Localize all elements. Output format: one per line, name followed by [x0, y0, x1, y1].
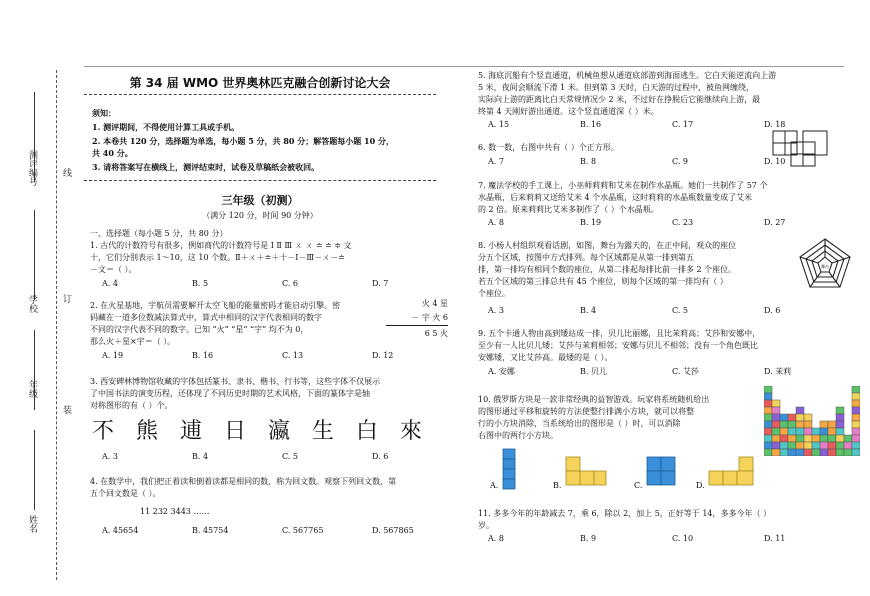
q2-line-2: 码藏在一道多位数减法算式中，算式中相同的汉字代表相同的数字 [90, 313, 322, 322]
q1-option-a[interactable]: A. 4 [102, 279, 118, 288]
tetris-cell [772, 414, 780, 421]
tetris-cell [764, 393, 772, 400]
tetris-cell [796, 428, 804, 435]
tetris-cell [764, 414, 772, 421]
q3-option-b[interactable]: B. 4 [192, 452, 209, 461]
q11-option-c[interactable]: C. 10 [672, 534, 694, 543]
tetris-cell [772, 428, 780, 435]
q5-line-1: 5. 海底沉船有个竖直通道，机械鱼想从通道底部游到海面逃生。它白天能逆流向上游 [478, 71, 777, 80]
q3-seal-characters [92, 414, 422, 445]
q9-option-c[interactable]: C. 艾莎 [672, 367, 699, 376]
q7-option-a[interactable]: A. 8 [488, 218, 504, 227]
q1-line-1: 1. 古代的计数符号有很多，例如商代的计数符号是 Ⅰ Ⅱ Ⅲ ㄨ ㄨ ≐ ≐ ≑ ⽂ [90, 241, 352, 250]
tetris-cell [764, 428, 772, 435]
binding-label-grade: 年级 [27, 380, 37, 398]
tetris-cell [804, 421, 812, 428]
tetris-cell [820, 442, 828, 449]
q4-sequence: 11 232 3443 …… [140, 507, 210, 516]
q10-tetris-board [764, 386, 860, 456]
score-time: （满分 120 分，时间 90 分钟） [202, 211, 318, 220]
tetris-cell [772, 407, 780, 414]
tetris-cell [796, 421, 804, 428]
top-rule [84, 66, 844, 67]
q1-option-b[interactable]: B. 5 [192, 279, 209, 288]
tetris-cell [764, 449, 772, 456]
q2-line-4: 那么火＋星×宇＝（ ）。 [90, 337, 176, 346]
q2-line-3: 不同的汉字代表不同的数字。已知 “火” “星” “宇” 均不为 0， [90, 325, 309, 334]
tetris-cell [788, 421, 796, 428]
q4-line-2: 五个回文数是（ ）。 [90, 489, 161, 498]
seal-char-5: 瀛 [267, 419, 290, 444]
q8-options [488, 306, 814, 315]
q3-option-a[interactable]: A. 3 [102, 452, 118, 461]
q9-line-3: 安娜矮，又比艾莎高。最矮的是（ ）。 [478, 353, 613, 362]
tetris-cell [780, 449, 788, 456]
q5-option-b[interactable]: B. 16 [580, 120, 602, 129]
tetris-cell [780, 442, 788, 449]
q3-line-1: 3. 西安碑林博物馆收藏的字体包括篆书、隶书、楷书、行书等，这些字体不仅展示 [90, 377, 381, 386]
tetris-cell [852, 421, 860, 428]
q9-option-b[interactable]: B. 贝儿 [580, 367, 607, 376]
q7-line-3: 的 2 倍。原来莉莉比艾米多制作了（ ）个水晶瓶。 [478, 205, 659, 214]
q8-option-c[interactable]: C. 5 [672, 306, 689, 315]
q8-option-a[interactable]: A. 3 [488, 306, 504, 315]
tetris-cell [804, 435, 812, 442]
tetris-cell [828, 428, 836, 435]
q8-line-2: 分五个区域，按图中方式排列。每个区域都是从第一排到第五 [478, 253, 694, 262]
tetris-cell [852, 407, 860, 414]
tetris-cell [788, 442, 796, 449]
binding-label-school: 学校 [27, 295, 37, 313]
tetris-cell [772, 421, 780, 428]
q5-line-4: 终第 4 天刚好游出通道。这个竖直通道深（ ）米。 [478, 107, 659, 116]
tetris-cell [764, 435, 772, 442]
binding-rule-2 [34, 210, 35, 300]
q5-option-a[interactable]: A. 15 [488, 120, 510, 129]
tetris-cell [764, 421, 772, 428]
binding-rule-4 [34, 430, 35, 510]
q6-options [488, 157, 814, 166]
q11-option-b[interactable]: B. 9 [580, 534, 597, 543]
q6-option-a[interactable]: A. 7 [488, 157, 504, 166]
q2-option-b[interactable]: B. 16 [192, 351, 214, 360]
binding-rule-3 [34, 330, 35, 410]
binding-label-name: 姓名 [27, 515, 37, 533]
q8-line-5: 个座位。 [478, 289, 510, 298]
tetris-cell [852, 435, 860, 442]
q5-option-d[interactable]: D. 18 [764, 120, 786, 129]
q8-line-1: 8. 小杨人村组织观看话剧，如图，舞台为露天的，在正中间，观众的座位 [478, 241, 737, 250]
tetris-cell [852, 442, 860, 449]
q11-option-d[interactable]: D. 11 [764, 534, 786, 543]
tetris-cell [852, 449, 860, 456]
tetris-cell [796, 449, 804, 456]
binding-dashed-line [56, 70, 57, 580]
seal-char-3: 逋 [179, 419, 202, 444]
seal-char-6: 生 [311, 419, 334, 444]
q10-option-b[interactable]: B. [553, 481, 562, 490]
exam-title: 第 34 届 WMO 世界奥林匹克融合创新讨论大会 [129, 76, 391, 90]
tetris-cell [780, 428, 788, 435]
tetris-cell [828, 421, 836, 428]
q5-option-c[interactable]: C. 17 [672, 120, 694, 129]
q11-option-a[interactable]: A. 8 [488, 534, 504, 543]
q10-option-a-shape[interactable] [502, 448, 516, 490]
tetris-cell [844, 442, 852, 449]
q10-option-d-shape[interactable] [708, 456, 754, 486]
q7-option-b[interactable]: B. 19 [580, 218, 602, 227]
tetris-cell [844, 449, 852, 456]
grade-title: 三年级（初测） [221, 194, 299, 207]
q2-option-a[interactable]: A. 19 [102, 351, 124, 360]
tetris-cell [828, 449, 836, 456]
tetris-cell [772, 400, 780, 407]
q3-option-c[interactable]: C. 5 [282, 452, 299, 461]
tetris-cell [804, 414, 812, 421]
notice-2: 2. 本卷共 120 分，选择题为单选，每小题 5 分，共 80 分；解答题每小题 10 分， [92, 136, 394, 146]
notice-2b: 共 40 分。 [92, 148, 133, 158]
tetris-cell [852, 400, 860, 407]
tetris-cell [796, 442, 804, 449]
tetris-cell [836, 435, 844, 442]
q8-stage-label: 舞台 [821, 264, 829, 269]
q9-option-d[interactable]: D. 茉莉 [764, 367, 792, 376]
q7-option-d[interactable]: D. 27 [764, 218, 786, 227]
q7-line-1: 7. 魔法学校的手工课上，小巫师莉莉和艾米在制作水晶瓶。她们一共制作了 57 个 [478, 181, 768, 190]
tetris-cell [772, 449, 780, 456]
q9-options [488, 366, 814, 377]
q1-options [102, 279, 432, 288]
q11-options [488, 534, 814, 543]
notice-3: 3. 请将答案写在横线上，测评结束时，试卷及草稿纸会被收回。 [92, 162, 320, 172]
q10-option-d[interactable]: D. [696, 481, 705, 490]
tetris-cell [820, 428, 828, 435]
binding-label-line: 线 [61, 168, 71, 177]
tetris-cell [836, 428, 844, 435]
q6-option-c[interactable]: C. 9 [672, 157, 689, 166]
q3-line-2: 了中国书法的演变历程，还体现了不同历史时期的艺术风格，下面的篆体字是轴 [90, 389, 370, 398]
tetris-cell [852, 393, 860, 400]
q4-options [102, 526, 442, 535]
q1-line-3: －⽂＝（ ）。 [90, 265, 137, 274]
tetris-cell [812, 449, 820, 456]
tetris-cell [788, 449, 796, 456]
q5-line-3: 实际向上游的距离比白天常规情况少 2 米，不过好在挣脱后它能继续向上游，最 [478, 95, 761, 104]
q5-options [488, 120, 814, 129]
q10-line-4: 右图中的两行小方块。 [478, 431, 558, 440]
q1-line-2: 十，它们分别表示 1～10，这 10 个数。Ⅱ＋ㄨ＋≐＋十－Ⅰ－Ⅲ－ㄨ－≐ [90, 253, 345, 262]
tetris-cell [764, 386, 772, 393]
q4-line-1: 4. 在数学中，我们把正着读和倒着读都是相同的数，称为回文数。观察下列回文数，第 [90, 477, 397, 486]
tetris-cell [788, 428, 796, 435]
q1-option-c[interactable]: C. 6 [282, 279, 299, 288]
q4-option-d[interactable]: D. 567865 [372, 526, 414, 535]
q11-line-1: 11. 多多今年的年龄减去 7，乘 6，除以 2，加上 5，正好等于 14，多多今年（ ） [478, 509, 772, 518]
tetris-cell [820, 435, 828, 442]
notice-title: 须知： [92, 108, 116, 118]
q3-options [102, 452, 432, 461]
seal-char-7: 白 [355, 419, 378, 444]
q4-option-a[interactable]: A. 45654 [102, 526, 139, 535]
q10-option-b-shape[interactable] [565, 456, 607, 486]
tetris-cell [772, 442, 780, 449]
tetris-cell [836, 421, 844, 428]
q10-line-3: 行的小方块消除，当系统给出的图形是（ ）时，可以消除 [478, 419, 681, 428]
q2-option-c[interactable]: C. 13 [282, 351, 304, 360]
tetris-cell [812, 442, 820, 449]
q10-option-c[interactable]: C. [634, 481, 643, 490]
tetris-cell [812, 435, 820, 442]
q2-puzzle-row-2: － 宇 火 6 [411, 313, 448, 322]
tetris-cell [828, 442, 836, 449]
q10-line-2: 的图形通过平移和旋转的方法使整行排满小方块，就可以将整 [478, 407, 694, 416]
q9-option-a[interactable]: A. 安娜 [488, 367, 515, 376]
q8-option-b[interactable]: B. 4 [580, 306, 597, 315]
binding-label-ding: 订 [61, 294, 71, 303]
tetris-cell [788, 435, 796, 442]
seal-char-8: 來 [399, 419, 422, 444]
seal-char-2: 熊 [135, 419, 158, 444]
tetris-cell [788, 414, 796, 421]
tetris-cell [804, 449, 812, 456]
q2-options [102, 351, 432, 360]
q8-line-4: 若五个区域的第三排总共有 45 个座位，则每个区域的第一排均有（ ） [478, 277, 728, 286]
q11-line-2: 岁。 [478, 521, 494, 530]
q6-option-b[interactable]: B. 8 [580, 157, 597, 166]
tetris-cell [852, 386, 860, 393]
q7-option-c[interactable]: C. 23 [672, 218, 694, 227]
section-title: 一、选择题（每小题 5 分，共 80 分） [90, 229, 228, 238]
tetris-cell [772, 435, 780, 442]
tetris-cell [764, 442, 772, 449]
tetris-cell [804, 442, 812, 449]
q2-option-d[interactable]: D. 12 [372, 351, 394, 360]
tetris-cell [796, 414, 804, 421]
tetris-cell [820, 421, 828, 428]
tetris-cell [764, 407, 772, 414]
binding-label-zhuang: 装 [61, 405, 71, 414]
tetris-cell [796, 407, 804, 414]
tetris-cell [852, 428, 860, 435]
q5-line-2: 5 米，夜间会顺流下滑 1 米。但到第 3 天时，白天游的过程中，被鱼网缠绕， [478, 83, 754, 92]
q8-option-d[interactable]: D. 6 [764, 306, 781, 315]
tetris-cell [836, 449, 844, 456]
title-dashed-rule [84, 94, 436, 95]
q8-seating-pentagon [797, 236, 853, 290]
q3-option-d[interactable]: D. 6 [372, 452, 389, 461]
tetris-cell [828, 435, 836, 442]
tetris-cell [780, 435, 788, 442]
notice-dashed-rule [84, 180, 436, 181]
q9-line-2: 至少有一人比贝儿矮；艾莎与茉莉相邻；安娜与贝儿不相邻；没有一个角色既比 [478, 341, 758, 350]
q2-line-1: 2. 在火星基地，宇航员需要解开太空飞船的能量密码才能启动引擎。密 [90, 301, 341, 310]
tetris-cell [852, 414, 860, 421]
q6-line-1: 6. 数一数，右图中共有（ ）个正方形。 [478, 143, 619, 152]
q10-option-a[interactable]: A. [490, 481, 499, 490]
notice-1: 1. 测评期间，不得使用计算工具或手机。 [92, 122, 240, 132]
q10-option-c-shape[interactable] [646, 456, 676, 486]
q2-puzzle-row-3: 6 5 火 [424, 329, 448, 338]
tetris-cell [780, 414, 788, 421]
q10-line-1: 10. 俄罗斯方块是一款非常经典的益智游戏。玩家将系统随机给出 [478, 395, 710, 404]
q6-option-d[interactable]: D. 10 [764, 157, 786, 166]
seal-char-1: 不 [92, 419, 115, 444]
tetris-cell [764, 400, 772, 407]
q4-option-c[interactable]: C. 567765 [282, 526, 324, 535]
tetris-cell [836, 414, 844, 421]
tetris-cell [836, 442, 844, 449]
q7-options [488, 218, 814, 227]
q4-option-b[interactable]: B. 45754 [192, 526, 229, 535]
seal-char-4: 日 [223, 419, 246, 444]
q3-line-3: 对称图形的有（ ）个。 [90, 401, 173, 410]
q2-puzzle-row-1: 火 4 星 [421, 299, 448, 308]
q7-line-2: 水晶瓶，后来莉莉又送给艾米 4 个水晶瓶，这时莉莉的水晶瓶数量变成了艾米 [478, 193, 753, 202]
tetris-cell [844, 435, 852, 442]
tetris-cell [836, 407, 844, 414]
tetris-cell [820, 449, 828, 456]
tetris-cell [796, 435, 804, 442]
binding-label-id: 测评编号 [27, 150, 37, 186]
q1-option-d[interactable]: D. 7 [372, 279, 389, 288]
tetris-cell [804, 428, 812, 435]
q8-line-3: 排，第一排均有相同个数的座位，从第二排起每排比前一排多 2 个座位。 [478, 265, 737, 274]
tetris-cell [780, 421, 788, 428]
q2-puzzle-rule [386, 325, 448, 326]
q9-line-1: 9. 五个卡通人物由高到矮站成一排，贝儿比丽娜，且比茉莉高；艾莎和安娜中， [478, 329, 761, 338]
tetris-cell [812, 428, 820, 435]
